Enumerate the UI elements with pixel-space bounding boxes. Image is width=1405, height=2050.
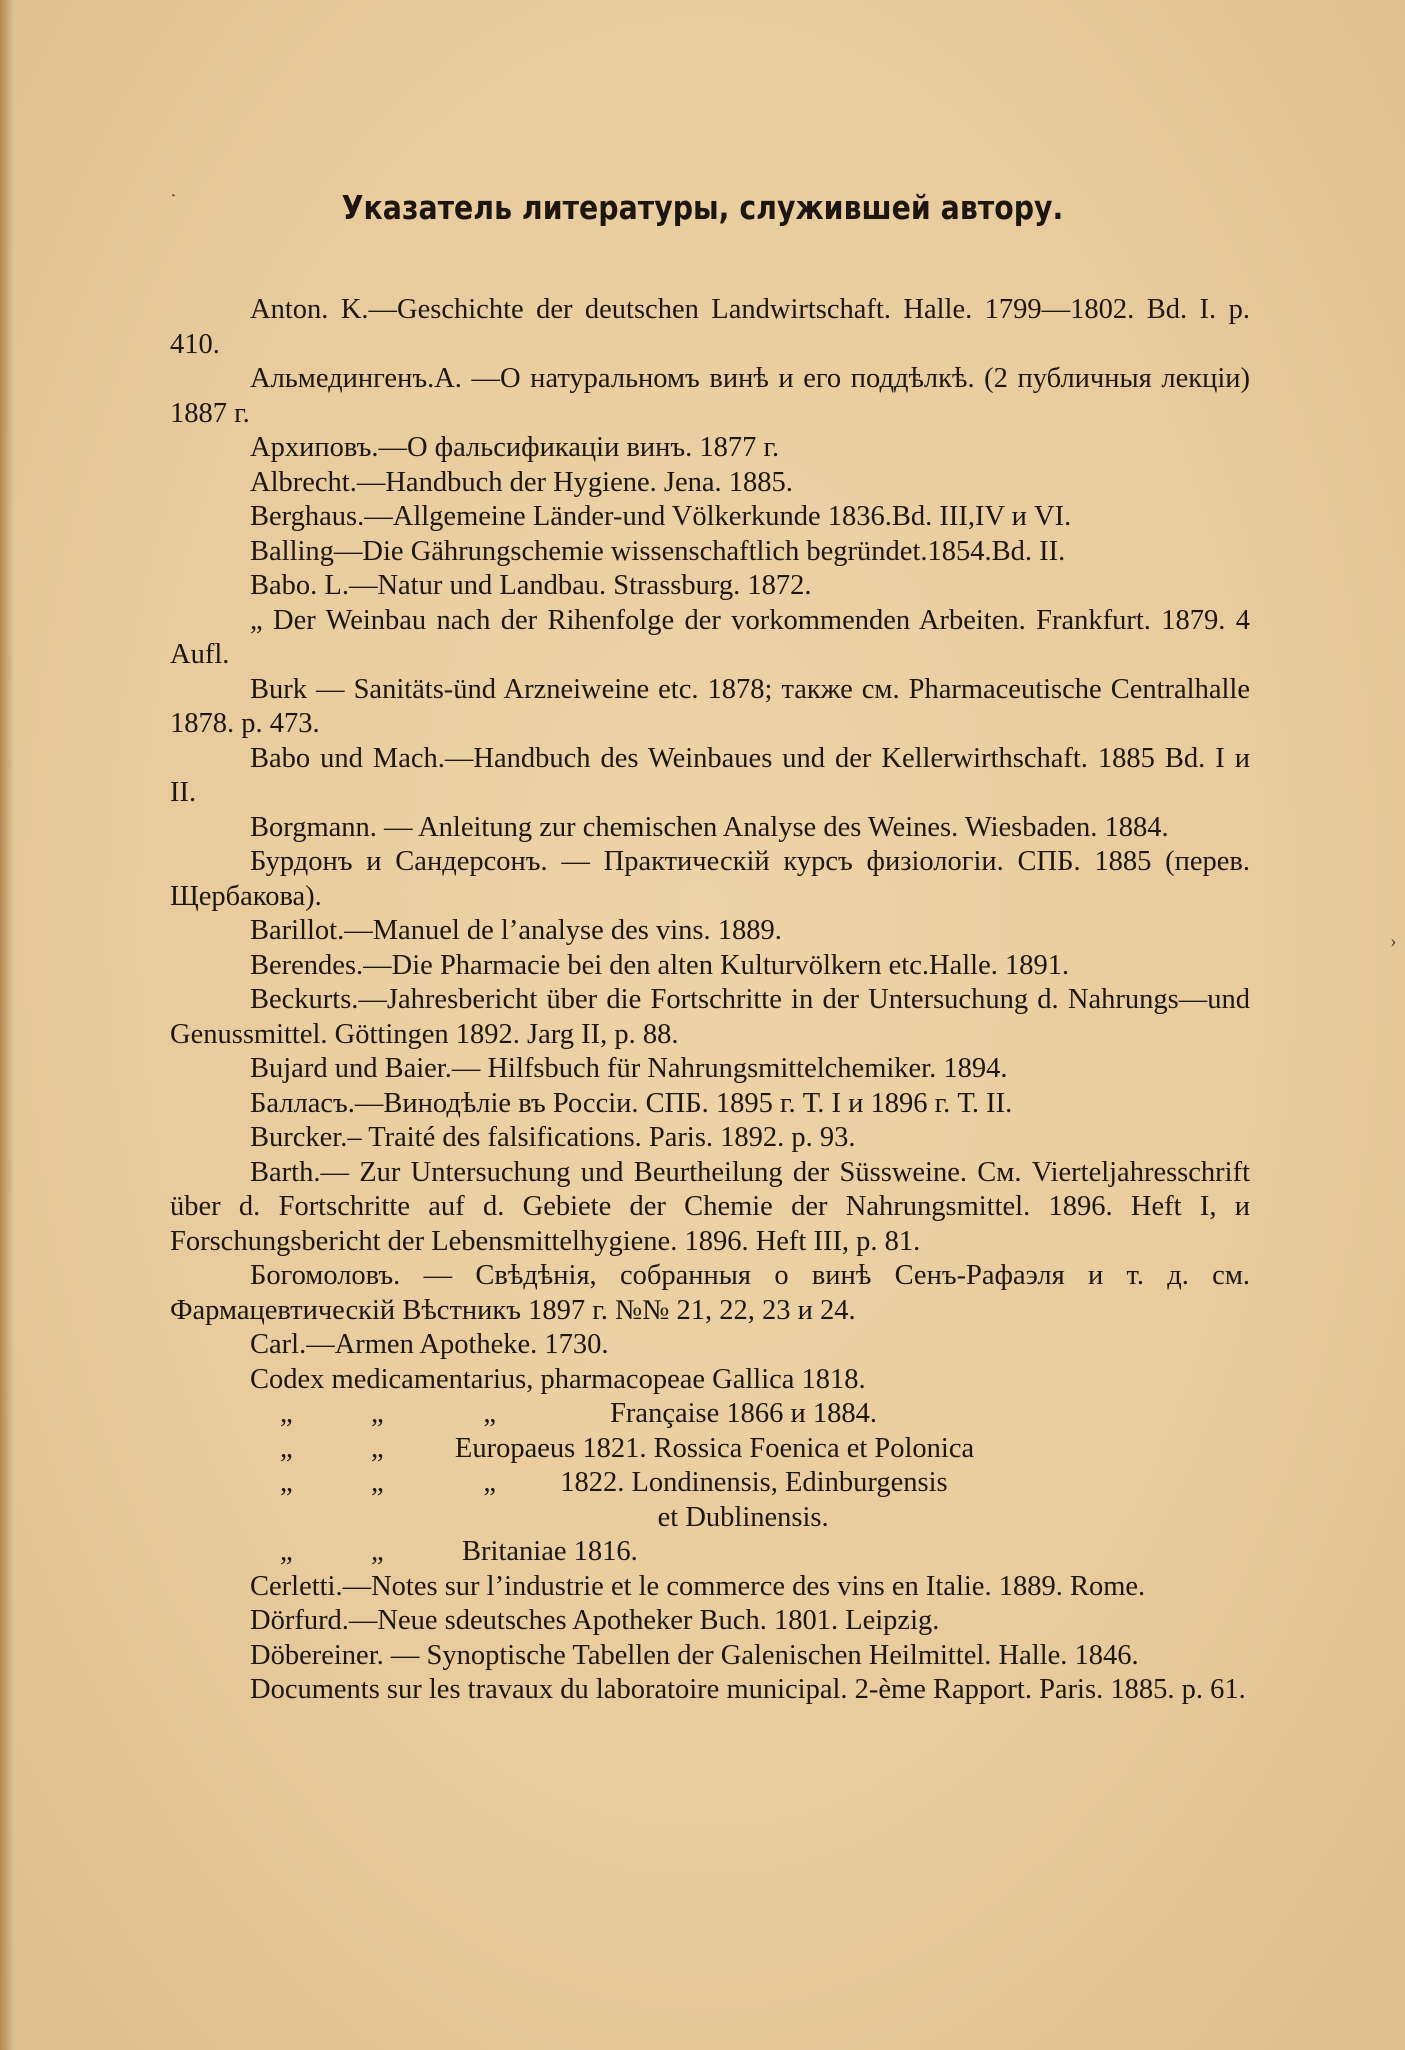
bibliography-entry: „ Der Weinbau nach der Rihenfolge der vorkommenden Arbeiten. Frankfurt. 1879. 4 Aufl. — [170, 604, 1250, 670]
codex-line: „ „ „ Française 1866 и 1884. — [280, 1398, 878, 1429]
ink-speck: › — [1390, 930, 1397, 952]
bibliography-entry: Anton. K.—Geschichte der deutschen Landwirtschaft. Halle. 1799—1802. Bd. I. p. 410. — [170, 294, 1250, 360]
bibliography-list — [170, 293, 1250, 1708]
bibliography-entry: Burcker.– Traité des falsifications. Paris. 1892. p. 93. — [250, 1122, 856, 1153]
bibliography-entry: Borgmann. — Anleitung zur chemischen Analyse des Weines. Wiesbaden. 1884. — [250, 811, 1169, 843]
bibliography-entry: Albrecht.—Handbuch der Hygiene. Jena. 1885. — [250, 466, 793, 498]
bibliography-entry: Балласъ.—Винодѣліе въ Россіи. СПБ. 1895 г. Т. I и 1896 г. Т. II. — [250, 1087, 1013, 1119]
codex-line: et Dublinensis. — [280, 1501, 829, 1533]
bibliography-entry: Barillot.—Manuel de l’analyse des vins. 1889. — [250, 915, 782, 946]
bibliography-entry: Barth.— Zur Untersuchung und Beurtheilung der Süssweine. См. Vierteljahresschrift über d. Fortschritte auf d. Gebiete der Chemie der Nahrungsmittel. 1896. Heft I, и Forschungsbericht der Lebensmittelhygiene. 1896. Heft III, p. 81. — [170, 1156, 1250, 1257]
bibliography-entry: Архиповъ.—О фальсификаціи винъ. 1877 г. — [250, 432, 780, 463]
bibliography-entry: Documents sur les travaux du laboratoire municipal. 2-ème Rapport. Paris. 1885. p. 61. — [250, 1674, 1246, 1705]
bibliography-entry: Balling—Die Gährungschemie wissenschaftlich begründet.1854.Bd. II. — [250, 535, 1066, 567]
ink-speck: · — [170, 185, 177, 207]
bibliography-entry: Carl.—Armen Apotheke. 1730. — [250, 1329, 609, 1360]
codex-line: „ „ „ 1822. Londinensis, Edinburgensis — [280, 1467, 948, 1498]
bibliography-entry: Babo. L.—Natur und Landbau. Strassburg. 1872. — [250, 570, 812, 601]
bibliography-entry: Beckurts.—Jahresbericht über die Fortschritte in der Untersuchung d. Nahrungs—und Genussmittel. Göttingen 1892. Jarg II, p. 88. — [170, 984, 1250, 1050]
codex-sublist — [170, 1397, 1250, 1570]
page-edge-shadow — [0, 0, 14, 2050]
bibliography-entry: Bujard und Baier.— Hilfsbuch für Nahrungsmittelchemiker. 1894. — [250, 1053, 1008, 1084]
page-title: Указатель литературы, служившей автору. — [341, 188, 1064, 227]
bibliography-entry: Burk — Sanitäts-ünd Arzneiweine etc. 1878; также см. Pharmaceutische Centralhalle 1878. p. 473. — [170, 673, 1250, 739]
bibliography-entry: Альмедингенъ.А. —О натуральномъ винѣ и его поддѣлкѣ. (2 публичныя лекціи) 1887 г. — [170, 363, 1250, 429]
bibliography-entry: Codex medicamentarius, pharmacopeae Gallica 1818. — [250, 1363, 866, 1395]
codex-line: „ „ Europaeus 1821. Rossica Foenica et Polonica — [280, 1432, 975, 1464]
bibliography-entry: Dörfurd.—Neue sdeutsches Apotheker Buch. 1801. Leipzig. — [250, 1605, 940, 1636]
codex-line: „ „ Britaniae 1816. — [280, 1536, 638, 1567]
bibliography-entry: Berghaus.—Allgemeine Länder-und Völkerkunde 1836.Bd. III,IV и VI. — [250, 501, 1072, 532]
bibliography-entry: Babo und Mach.—Handbuch des Weinbaues und der Kellerwirthschaft. 1885 Bd. I и II. — [170, 742, 1250, 808]
bibliography-entry: Döbereiner. — Synoptische Tabellen der Galenischen Heilmittel. Halle. 1846. — [250, 1639, 1139, 1671]
bibliography-entry: Бурдонъ и Сандерсонъ. — Практическій курсъ физіологіи. СПБ. 1885 (перев. Щербакова). — [170, 846, 1250, 912]
bibliography-entry: Cerletti.—Notes sur l’industrie et le commerce des vins en Italie. 1889. Rome. — [250, 1570, 1146, 1602]
bibliography-entry: Berendes.—Die Pharmacie bei den alten Kulturvölkern etc.Halle. 1891. — [250, 949, 1070, 981]
bibliography-entry: Богомоловъ. — Свѣдѣнія, собранныя о винѣ Сенъ-Рафаэля и т. д. см. Фармацевтическій Вѣстникъ 1897 г. №№ 21, 22, 23 и 24. — [170, 1260, 1250, 1326]
